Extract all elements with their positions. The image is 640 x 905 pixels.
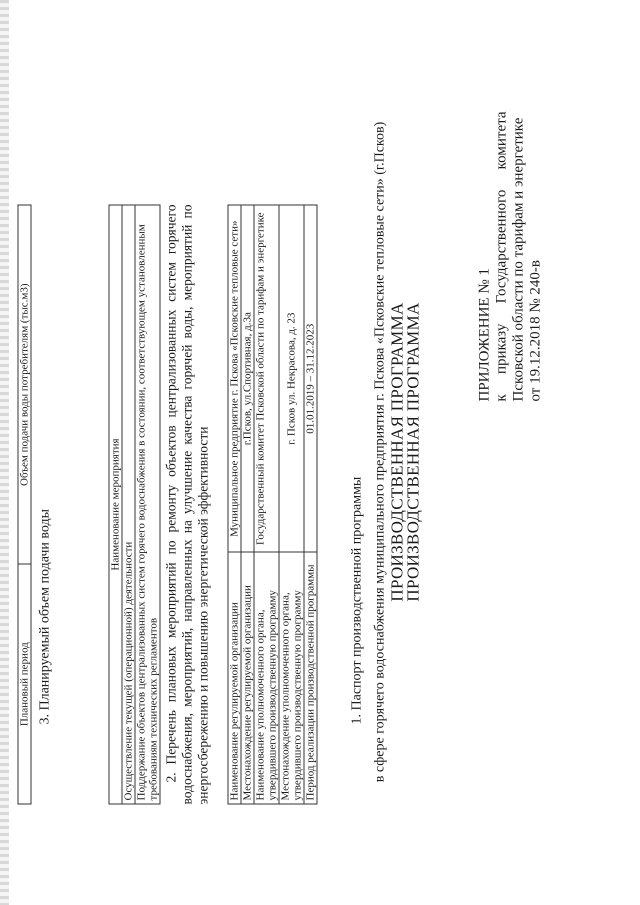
- table-cell-label: Местонахождение регулируемой организации: [241, 552, 254, 804]
- program-subtitle: в сфере горячего водоснабжения муниципального предприятия г. Пскова «Псковские тепловые сети» (г.Псков): [372, 121, 388, 783]
- table-cell-value: Государственный комитет Псковской области по тарифам и энергетике: [254, 205, 279, 552]
- table-cell: Осуществление текущей (операционной) деятельности: [122, 205, 135, 804]
- appendix-number: ПРИЛОЖЕНИЕ № 1: [476, 268, 493, 402]
- appendix-header: [477, 112, 545, 402]
- program-title: ПРОИЗВОДСТВЕННАЯ ПРОГРАММА: [403, 302, 423, 602]
- table-cell-label: Период реализации производственной программы: [304, 552, 317, 804]
- table-header-cell: Плановый период: [18, 564, 31, 804]
- table-cell-value: г.Псков, ул.Спортивная, д.3а: [241, 205, 254, 552]
- program-title-duplicate: ПРОИЗВОДСТВЕННАЯ ПРОГРАММА: [387, 302, 407, 602]
- table-cell-label: Наименование регулируемой организации: [228, 552, 241, 804]
- table-row: [228, 205, 241, 804]
- document-page: [1, 0, 640, 905]
- section-1-title: 1. Паспорт производственной программы: [349, 476, 365, 725]
- table-cell-value: г. Псков ул. Некрасова, д. 23: [279, 205, 304, 552]
- table-header-cell: Объем подачи воды потребителям (тыс.м3): [18, 205, 31, 564]
- table-header-row: [109, 205, 122, 804]
- table-row: [254, 205, 279, 804]
- table-cell-label: Местонахождение уполномоченного органа, утвердившего производственную программу: [279, 552, 304, 804]
- appendix-authority: Псковской области по тарифам и энергетике: [510, 117, 527, 402]
- section-3-title: 3. Планируемый объем подачи воды: [37, 508, 53, 725]
- table-cell-value: 01.01.2019 – 31.12.2023: [304, 205, 317, 552]
- table-row: [122, 205, 135, 804]
- table-row: [135, 205, 160, 804]
- passport-table: [228, 205, 318, 805]
- table-row: [304, 205, 317, 804]
- appendix-order-line: [494, 112, 511, 402]
- appendix-word: Государственного: [493, 189, 510, 304]
- table-cell: Поддержание объектов централизованных систем горячего водоснабжения в состоянии, соответствующем установленным требованиям технических регламентов: [135, 205, 160, 804]
- appendix-word: приказу: [493, 323, 510, 374]
- table-row: [241, 205, 254, 804]
- appendix-word: к: [493, 394, 510, 402]
- appendix-word: комитета: [493, 111, 510, 170]
- measures-table: [109, 205, 161, 805]
- water-supply-table: [18, 205, 32, 805]
- table-header-row: [18, 205, 31, 804]
- section-2-paragraph: 2. Перечень плановых мероприятий по ремонту объектов централизованных систем горячего водоснабжения, мероприятий, направленных на улучшение качества горячей воды, мероприятий по энергосбережению и повышению энергетической эффективности: [163, 204, 211, 805]
- table-row: [279, 205, 304, 804]
- table-cell-label: Наименование уполномоченного органа, утвердившего производственную программу: [254, 552, 279, 804]
- table-cell-value: Муниципальное предприятие г. Пскова «Псковские тепловые сети»: [228, 205, 241, 552]
- table-header-cell: Наименование мероприятия: [109, 205, 122, 804]
- appendix-date: от 19.12.2018 № 240-в: [527, 260, 544, 402]
